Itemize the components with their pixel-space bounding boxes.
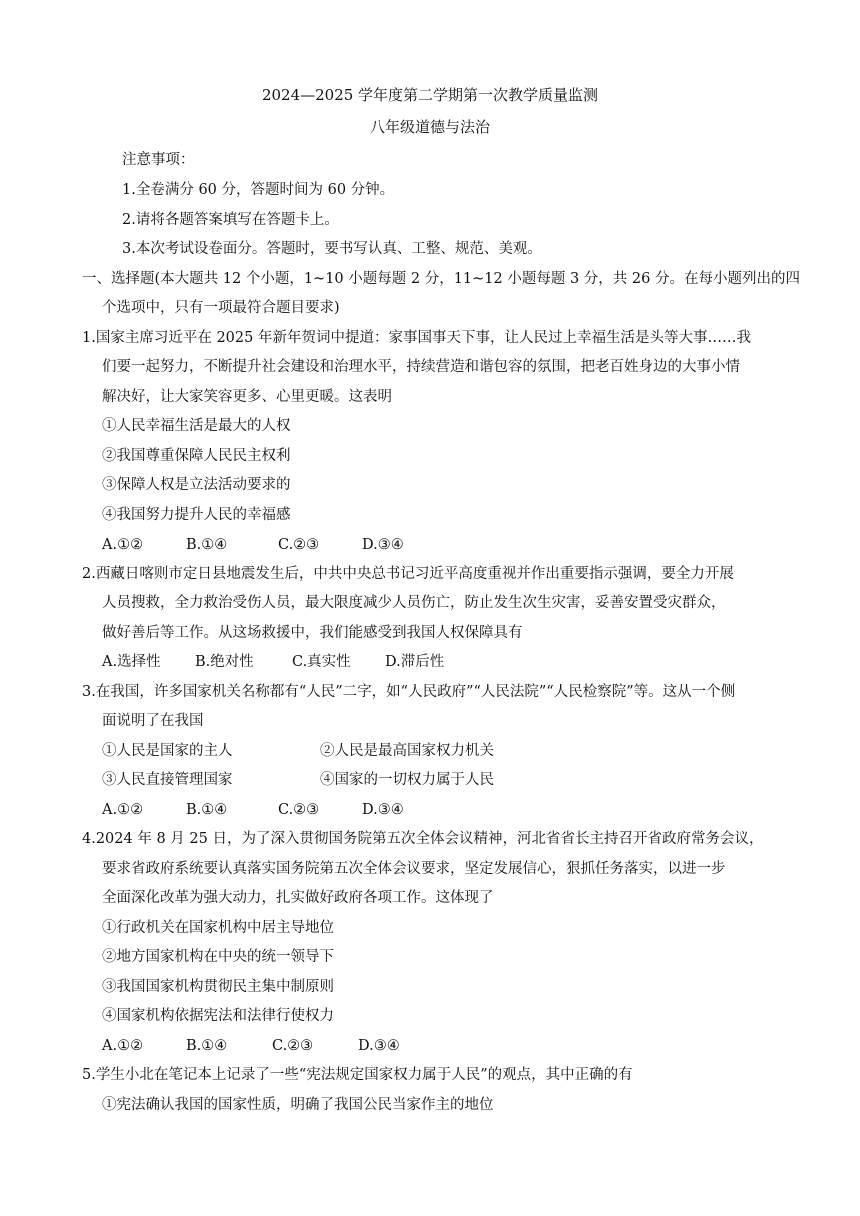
notice-item: 1.全卷满分 60 分，答题时间为 60 分钟。 xyxy=(122,182,395,198)
question-1-stem: 解决好，让大家笑容更多、心里更暖。这表明 xyxy=(102,389,392,405)
question-4-statement: ②地方国家机构在中央的统一领导下 xyxy=(102,949,334,965)
question-4-statement: ④国家机构依据宪法和法律行使权力 xyxy=(102,1008,334,1024)
question-3-statement: ②人民是最高国家权力机关 xyxy=(320,743,494,759)
question-5-statement: ①宪法确认我国的国家性质，明确了我国公民当家作主的地位 xyxy=(102,1097,494,1113)
question-2-stem: 2.西藏日喀则市定日县地震发生后，中共中央总书记习近平高度重视并作出重要指示强调，要全力开展 xyxy=(82,566,734,582)
choice-d[interactable]: D.③④ xyxy=(362,537,404,553)
question-1-stem: 1.国家主席习近平在 2025 年新年贺词中提道：家事国事天下事，让人民过上幸福生活是头等大事……我 xyxy=(82,330,751,346)
section-heading-cont: 个选项中，只有一项最符合题目要求) xyxy=(102,300,340,316)
choice-a[interactable]: A.选择性 xyxy=(102,654,161,670)
question-3-statement: ④国家的一切权力属于人民 xyxy=(320,772,494,788)
question-4-choices xyxy=(102,1037,400,1055)
choice-b[interactable]: B.①④ xyxy=(186,1038,228,1054)
choice-b[interactable]: B.绝对性 xyxy=(195,654,254,670)
choice-c[interactable]: C.②③ xyxy=(278,537,320,553)
choice-d[interactable]: D.滞后性 xyxy=(385,654,445,670)
question-5-stem: 5.学生小北在笔记本上记录了一些“宪法规定国家权力属于人民”的观点，其中正确的有 xyxy=(82,1067,633,1083)
page-subtitle: 八年级道德与法治 xyxy=(369,118,490,136)
choice-d[interactable]: D.③④ xyxy=(362,802,404,818)
page-title: 2024—2025 学年度第二学期第一次教学质量监测 xyxy=(261,86,599,104)
question-1-stem: 们要一起努力，不断提升社会建设和治理水平，持续营造和谐包容的氛围，把老百姓身边的大事小情 xyxy=(102,359,740,375)
question-3-statement: ③人民直接管理国家 xyxy=(102,772,233,788)
question-1-statement: ④我国努力提升人民的幸福感 xyxy=(102,507,291,523)
choice-a[interactable]: A.①② xyxy=(102,1038,144,1054)
notice-heading: 注意事项： xyxy=(122,152,195,168)
choice-a[interactable]: A.①② xyxy=(102,802,144,818)
notice-item: 3.本次考试设卷面分。答题时，要书写认真、工整、规范、美观。 xyxy=(122,241,542,257)
choice-b[interactable]: B.①④ xyxy=(186,802,228,818)
question-3-choices xyxy=(102,801,404,819)
question-4-stem: 全面深化改革为强大动力，扎实做好政府各项工作。这体现了 xyxy=(102,890,494,906)
choice-c[interactable]: C.②③ xyxy=(272,1038,314,1054)
question-3-stem: 面说明了在我国 xyxy=(102,713,204,729)
question-1-statement: ①人民幸福生活是最大的人权 xyxy=(102,418,291,434)
question-4-stem: 要求省政府系统要认真落实国务院第五次全体会议要求，坚定发展信心，狠抓任务落实，以进一步 xyxy=(102,861,726,877)
choice-d[interactable]: D.③④ xyxy=(358,1038,400,1054)
choice-b[interactable]: B.①④ xyxy=(186,537,228,553)
question-2-choices xyxy=(102,653,444,671)
question-3-statement: ①人民是国家的主人 xyxy=(102,743,233,759)
question-3-statements-row xyxy=(102,742,494,760)
choice-a[interactable]: A.①② xyxy=(102,537,144,553)
question-3-stem: 3.在我国，许多国家机关名称都有“人民”二字，如“人民政府”“人民法院”“人民检察院”等。这从一个侧 xyxy=(82,684,736,700)
choice-c[interactable]: C.真实性 xyxy=(292,654,351,670)
question-2-stem: 做好善后等工作。从这场救援中，我们能感受到我国人权保障具有 xyxy=(102,625,523,641)
section-heading: 一、选择题(本大题共 12 个小题，1~10 小题每题 2 分，11~12 小题每题 3 分，共 26 分。在每小题列出的四 xyxy=(82,271,800,287)
question-4-statement: ①行政机关在国家机构中居主导地位 xyxy=(102,920,334,936)
question-1-choices xyxy=(102,536,404,554)
question-4-statement: ③我国国家机构贯彻民主集中制原则 xyxy=(102,979,334,995)
notice-item: 2.请将各题答案填写在答题卡上。 xyxy=(122,212,339,228)
choice-c[interactable]: C.②③ xyxy=(278,802,320,818)
question-2-stem: 人员搜救，全力救治受伤人员，最大限度减少人员伤亡，防止发生次生灾害，妥善安置受灾群众， xyxy=(102,595,726,611)
question-4-stem: 4.2024 年 8 月 25 日，为了深入贯彻国务院第五次全体会议精神，河北省省长主持召开省政府常务会议， xyxy=(82,831,764,847)
question-3-statements-row xyxy=(102,771,494,789)
question-1-statement: ②我国尊重保障人民民主权利 xyxy=(102,448,291,464)
question-1-statement: ③保障人权是立法活动要求的 xyxy=(102,477,291,493)
